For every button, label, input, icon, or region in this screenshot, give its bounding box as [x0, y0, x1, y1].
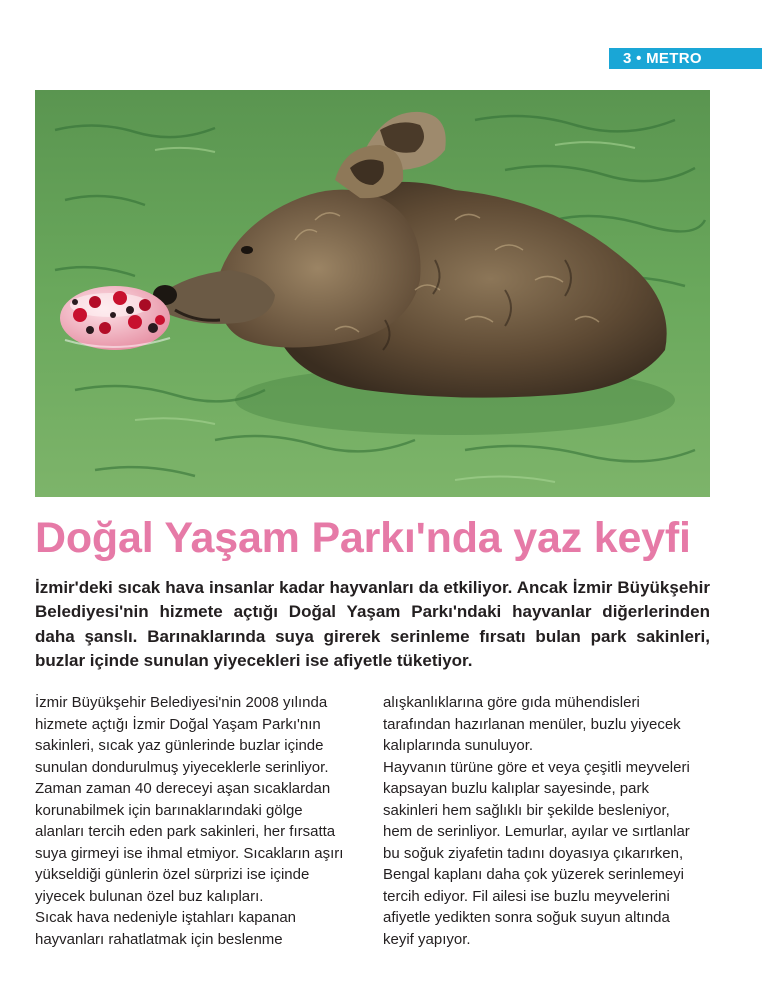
body-line: bu soğuk ziyafetin tadını doyasıya çıkarırken,	[383, 844, 684, 862]
body-line: tercih ediyor. Fil ailesi ise buzlu meyvelerini	[383, 887, 670, 905]
body-line: Hayvanın türüne göre et veya çeşitli meyveleri	[383, 758, 690, 776]
body-line: Sıcak hava nedeniyle iştahları kapanan	[35, 909, 297, 926]
body-line: hayvanları rahatlatmak için beslenme	[35, 930, 283, 948]
headline: Doğal Yaşam Parkı'nda yaz keyfi	[35, 514, 691, 562]
body-line: sunulan dondurulmuş yiyeceklerle serinliyor.	[35, 758, 329, 776]
section-tag: 3 • METRO	[609, 48, 762, 69]
body-line: alışkanlıklarına göre gıda mühendisleri	[383, 694, 640, 711]
bear-photo-illustration	[35, 90, 710, 497]
body-line: alanları tercih eden park sakinleri, her fırsatta	[35, 823, 336, 840]
body-line: yükseldiği günlerin özel sürprizi ise içinde	[35, 866, 310, 883]
body-line: afiyetle yedikten sonra soğuk suyun altında	[383, 909, 670, 926]
fruit-ice-block	[60, 286, 170, 350]
body-line: keyif yapıyor.	[383, 930, 471, 948]
body-line: sakinleri, sıcak yaz günlerinde buzlar içinde	[35, 737, 324, 754]
body-line: hem de serinliyor. Lemurlar, ayılar ve sırtlanlar	[383, 823, 690, 840]
body-line: hizmete açtığı İzmir Doğal Yaşam Parkı'nın	[35, 715, 321, 733]
body-line: kalıplarında sunuluyor.	[383, 737, 534, 754]
body-line: Bengal kaplanı daha çok yüzerek serinlemeyi	[383, 866, 685, 883]
bear-photo	[35, 90, 710, 497]
body-column-left	[35, 692, 370, 950]
lead-paragraph: İzmir'deki sıcak hava insanlar kadar hayvanları da etkiliyor. Ancak İzmir Büyükşehir Belediyesi'nin hizmete açtığı Doğal Yaşam Parkı'ndaki hayvanlar diğerlerinden daha şanslı. Barınaklarında suya girerek serinleme fırsatı bulan park sakinleri, buzlar içinde sunulan yiyecekleri ise afiyetle tüketiyor.	[35, 578, 710, 671]
body-line: İzmir Büyükşehir Belediyesi'nin 2008 yılında	[35, 694, 328, 711]
body-line: yiyecek bulunan özel buz kalıpları.	[35, 887, 264, 905]
body-line: Zaman zaman 40 dereceyi aşan sıcaklardan	[35, 780, 331, 797]
body-line: suya girmeyi ise ihmal etmiyor. Sıcakların aşırı	[35, 844, 344, 862]
body-column-right	[383, 692, 728, 950]
body-line: kapsayan buzlu kalıplar sayesinde, park	[383, 780, 649, 797]
body-line: tarafından hazırlanan menüler, buzlu yiyecek	[383, 715, 681, 733]
body-line: sakinleri hem sağlıklı bir şekilde besleniyor,	[383, 801, 670, 819]
body-line: korunabilmek için barınaklarındaki gölge	[35, 801, 303, 819]
